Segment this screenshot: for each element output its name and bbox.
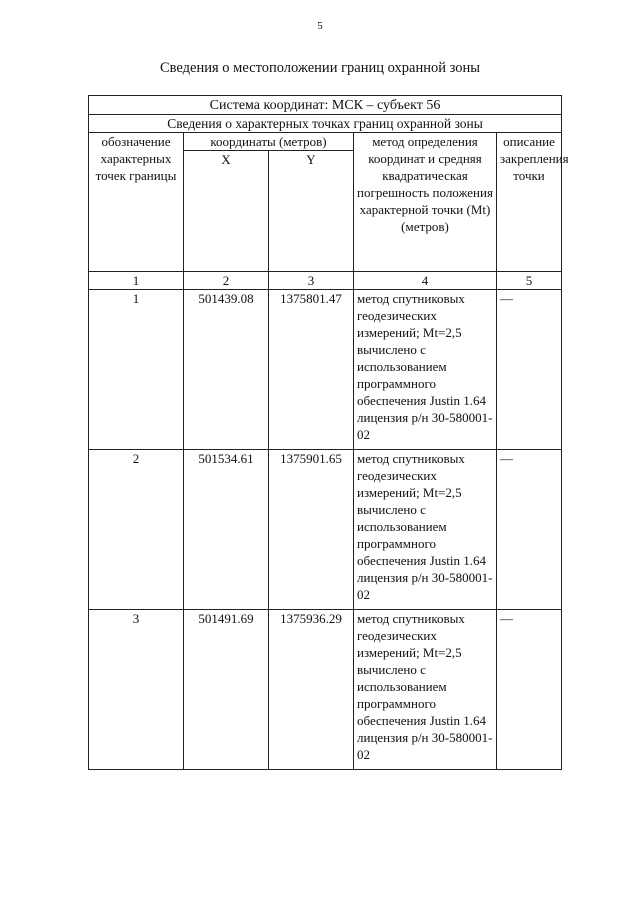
table-row xyxy=(89,610,562,770)
column-numbers-row xyxy=(89,272,562,290)
point-number: 3 xyxy=(89,610,184,770)
points-title-row xyxy=(89,115,562,133)
column-number: 5 xyxy=(497,272,562,290)
point-number: 1 xyxy=(89,290,184,450)
coord-x: 501534.61 xyxy=(184,450,269,610)
point-description: — xyxy=(497,450,562,610)
coord-x: 501439.08 xyxy=(184,290,269,450)
coord-y: 1375936.29 xyxy=(269,610,354,770)
header-method: метод определения координат и средняя квадратическая погрешность положения характерной точки (Mt) (метров) xyxy=(354,133,497,272)
method-text: метод спутниковых геодезических измерений; Mt=2,5 вычислено с использованием программного обеспечения Justin 1.64 лицензия р/н 30-580001-02 xyxy=(354,610,497,770)
table-row xyxy=(89,450,562,610)
point-description: — xyxy=(497,290,562,450)
column-number: 2 xyxy=(184,272,269,290)
coord-y: 1375801.47 xyxy=(269,290,354,450)
header-description: описание закрепления точки xyxy=(497,133,562,272)
point-description: — xyxy=(497,610,562,770)
header-x: X xyxy=(184,151,269,272)
point-number: 2 xyxy=(89,450,184,610)
method-text: метод спутниковых геодезических измерений; Mt=2,5 вычислено с использованием программного обеспечения Justin 1.64 лицензия р/н 30-580001-02 xyxy=(354,290,497,450)
column-number: 3 xyxy=(269,272,354,290)
document-title: Сведения о местоположении границ охранной зоны xyxy=(159,60,480,76)
coord-x: 501491.69 xyxy=(184,610,269,770)
page-number: 5 xyxy=(317,20,323,32)
header-point-designation: обозначение характерных точек границы xyxy=(89,133,184,272)
column-number: 1 xyxy=(89,272,184,290)
method-text: метод спутниковых геодезических измерений; Mt=2,5 вычислено с использованием программного обеспечения Justin 1.64 лицензия р/н 30-580001-02 xyxy=(354,450,497,610)
points-section-title: Сведения о характерных точках границ охранной зоны xyxy=(89,115,562,133)
table-row xyxy=(89,290,562,450)
coord-y: 1375901.65 xyxy=(269,450,354,610)
header-y: Y xyxy=(269,151,354,272)
coordinate-system-row xyxy=(89,96,562,115)
boundary-points-table xyxy=(88,95,569,770)
header-coordinates: координаты (метров) xyxy=(184,133,354,151)
header-row-1 xyxy=(89,133,562,151)
coordinate-system-title: Система координат: МСК – субъект 56 xyxy=(89,96,562,115)
column-number: 4 xyxy=(354,272,497,290)
